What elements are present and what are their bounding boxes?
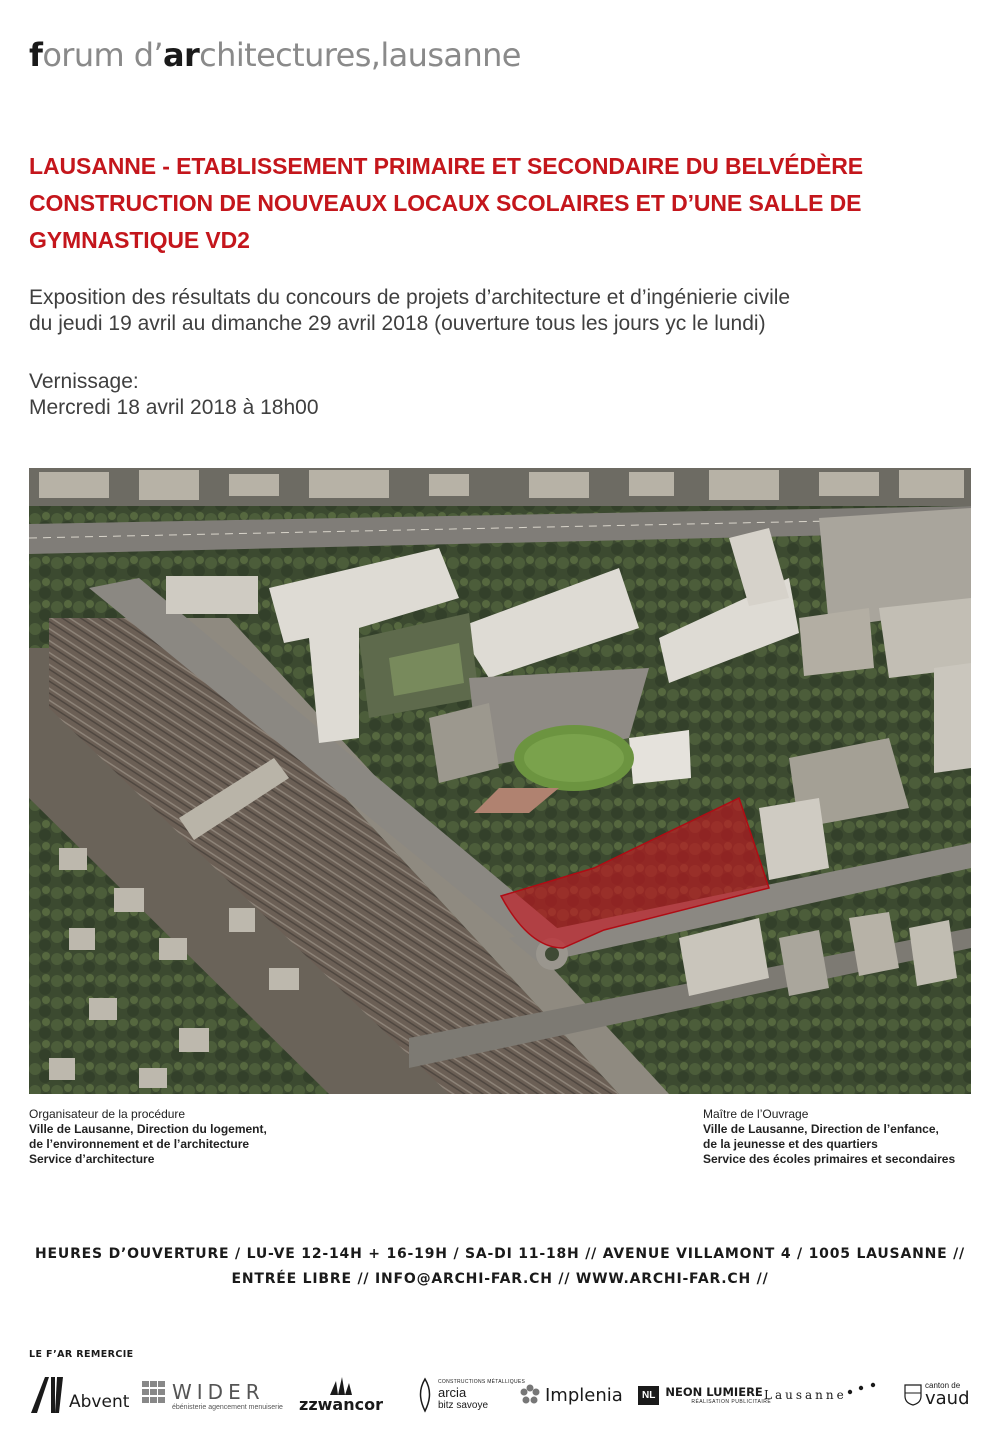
exhibition-title <box>29 148 974 259</box>
lausanne-name: Lausanne <box>764 1388 847 1402</box>
title-line-3: GYMNASTIQUE VD2 <box>29 227 250 253</box>
organiser-line-2: de l’environnement et de l’architecture <box>29 1137 250 1151</box>
owner-line-1: Ville de Lausanne, Direction de l’enfance, <box>703 1122 939 1136</box>
lausanne-logo <box>764 1370 877 1420</box>
vaud-name: vaud <box>925 1388 970 1409</box>
owner-line-3: Service des écoles primaires et secondaires <box>703 1152 956 1166</box>
thanks-label: LE F’AR REMERCIE <box>29 1349 134 1360</box>
vaud-tagline: canton de <box>925 1381 961 1390</box>
exhibition-description <box>29 285 969 337</box>
aerial-site-photo <box>29 468 971 1094</box>
neon-lumiere-name: NEON LUMIERE <box>665 1385 763 1399</box>
vernissage-block <box>29 369 969 421</box>
contact-line: ENTRÉE LIBRE // INFO@ARCHI-FAR.CH // WWW.ARCHI-FAR.CH // <box>231 1271 769 1287</box>
exhibition-line-1: Exposition des résultats du concours de projets d’architecture et d’ingénierie civile <box>29 286 791 309</box>
arcia-mark-icon <box>416 1377 434 1413</box>
neon-lumiere-logo <box>638 1370 771 1420</box>
organiser-credit <box>29 1107 267 1167</box>
title-line-2: CONSTRUCTION DE NOUVEAUX LOCAUX SCOLAIRES ET D’UNE SALLE DE <box>29 190 862 216</box>
neon-lumiere-tagline: RÉALISATION PUBLICITAIRE <box>691 1399 772 1405</box>
arcia-subname: bitz savoye <box>438 1400 489 1411</box>
organiser-label: Organisateur de la procédure <box>29 1107 186 1121</box>
logo-part-2: ar <box>162 36 200 74</box>
owner-credit <box>703 1107 955 1167</box>
implenia-logo <box>519 1370 623 1420</box>
neon-lumiere-badge: NL <box>638 1386 659 1405</box>
far-logo <box>29 36 521 74</box>
vaud-shield-icon <box>904 1384 922 1406</box>
implenia-name: Implenia <box>545 1384 623 1406</box>
vernissage-date: Mercredi 18 avril 2018 à 18h00 <box>29 396 319 419</box>
arcia-tagline: CONSTRUCTIONS MÉTALLIQUES <box>438 1379 526 1385</box>
owner-line-2: de la jeunesse et des quartiers <box>703 1137 878 1151</box>
lausanne-dots-icon <box>847 1382 877 1396</box>
arcia-name: arcia <box>438 1385 467 1400</box>
opening-hours-line: HEURES D’OUVERTURE / LU-VE 12-14H + 16-19H / SA-DI 11-18H // AVENUE VILLAMONT 4 / 1005 LAUSANNE // <box>35 1246 965 1262</box>
wider-mark-icon <box>142 1381 166 1403</box>
abvent-logo <box>29 1370 129 1420</box>
arcia-logo <box>416 1370 525 1420</box>
vernissage-label: Vernissage: <box>29 370 139 393</box>
organiser-line-1: Ville de Lausanne, Direction du logement, <box>29 1122 267 1136</box>
sponsor-logos <box>29 1370 974 1420</box>
wider-name: WIDER <box>172 1379 265 1404</box>
zzwancor-logo <box>299 1370 383 1420</box>
logo-part-0: f <box>29 36 43 74</box>
wider-logo <box>142 1370 283 1420</box>
exhibition-line-2: du jeudi 19 avril au dimanche 29 avril 2018 (ouverture tous les jours yc le lundi) <box>29 312 766 335</box>
zzwancor-name: zzwancor <box>299 1394 383 1414</box>
organiser-line-3: Service d’architecture <box>29 1152 155 1166</box>
logo-part-1: orum d’ <box>42 36 163 74</box>
vaud-logo <box>904 1370 970 1420</box>
wider-tagline: ébénisterie agencement menuiserie <box>172 1403 283 1411</box>
abvent-name: Abvent <box>69 1392 130 1412</box>
owner-label: Maître de l’Ouvrage <box>703 1107 809 1121</box>
zzwancor-mark-icon <box>328 1377 354 1395</box>
implenia-flower-icon <box>519 1384 541 1406</box>
logo-part-3: chitectures,lausanne <box>199 36 521 74</box>
abvent-mark-icon <box>29 1375 67 1415</box>
title-line-1: LAUSANNE - ETABLISSEMENT PRIMAIRE ET SECONDAIRE DU BELVÉDÈRE <box>29 153 863 179</box>
